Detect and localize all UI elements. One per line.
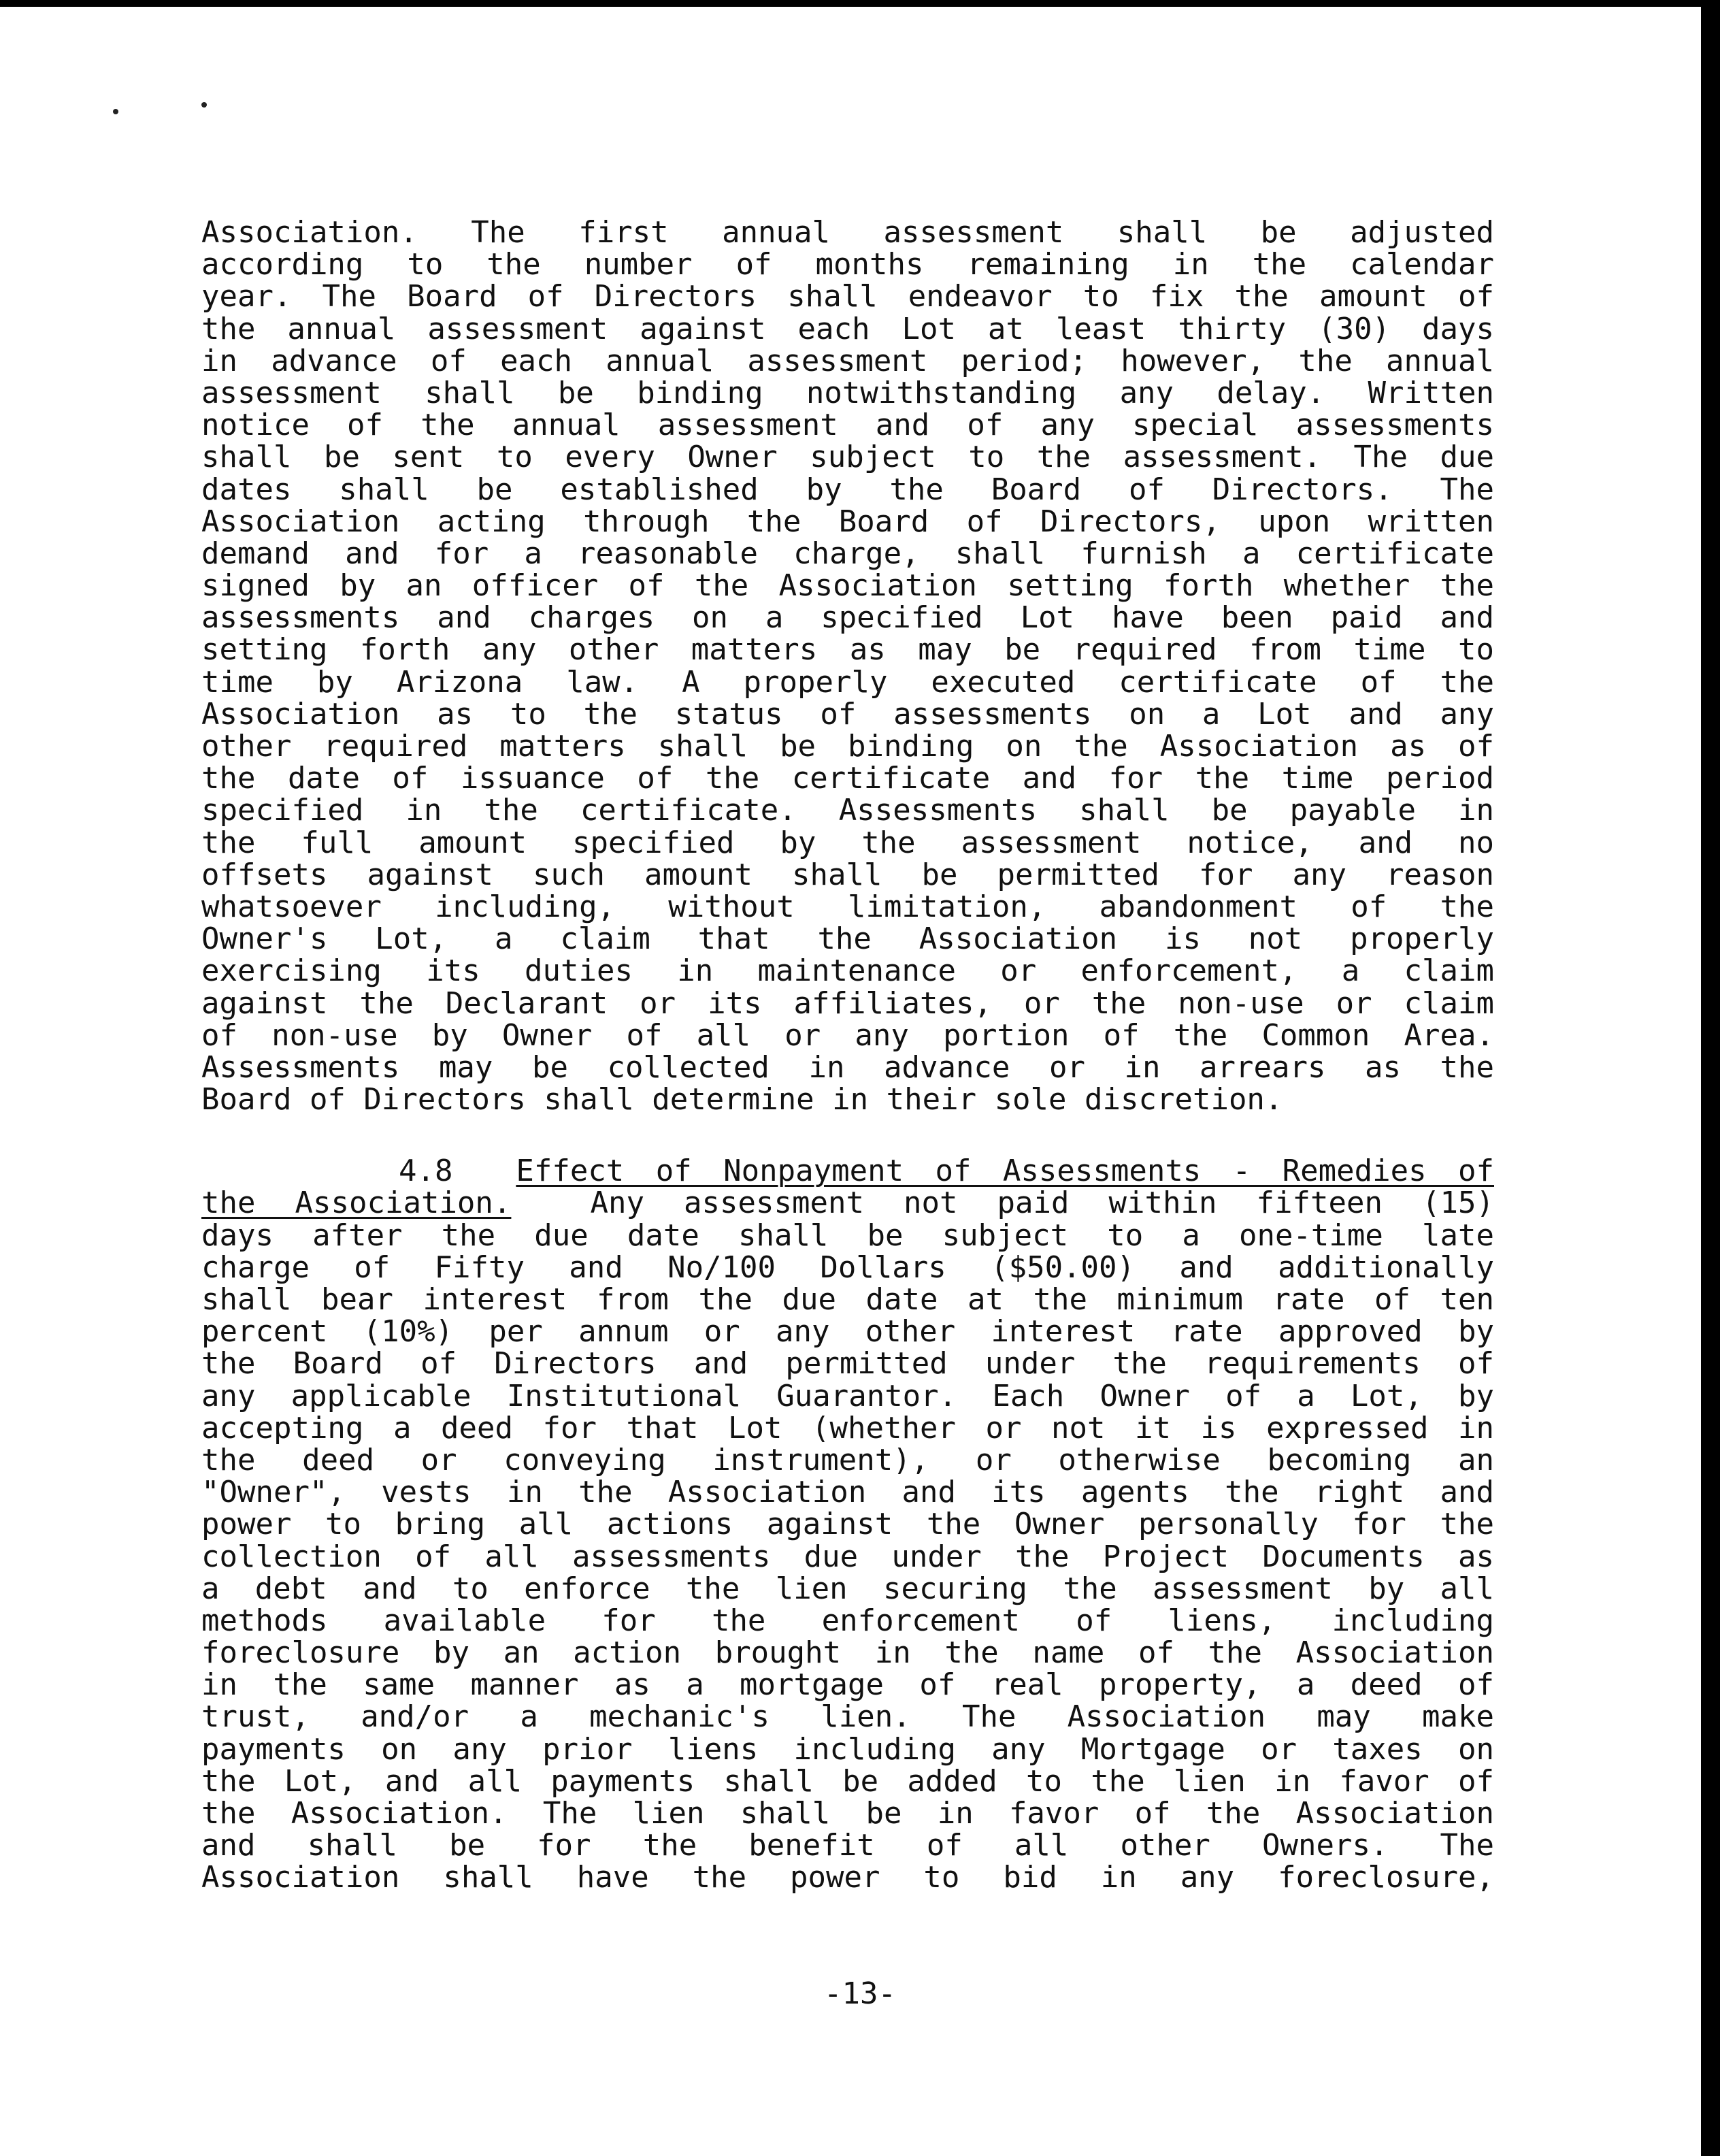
text-line: Owner's Lot, a claim that the Association is not properly [201, 921, 1494, 957]
text-line: methods available for the enforcement of liens, including [201, 1603, 1494, 1638]
scan-edge-right [1701, 0, 1720, 2156]
text-line: shall be sent to every Owner subject to the assessment. The due [201, 440, 1494, 475]
text-line: offsets against such amount shall be permitted for any reason [201, 857, 1494, 892]
text-line: other required matters shall be binding on the Association as of [201, 729, 1494, 764]
text-line: demand and for a reasonable charge, shall furnish a certificate [201, 536, 1494, 571]
text-line: power to bring all actions against the Owner personally for the [201, 1507, 1494, 1542]
text-line: specified in the certificate. Assessments shall be payable in [201, 793, 1494, 828]
text-line: setting forth any other matters as may be required from time to [201, 632, 1494, 668]
scan-speck [201, 102, 207, 108]
text-line: days after the due date shall be subject to a one-time late [201, 1218, 1494, 1253]
paragraph-gap [201, 1115, 1494, 1155]
text-line: charge of Fifty and No/100 Dollars ($50.00) and additionally [201, 1250, 1494, 1285]
text-line: Association. The first annual assessment shall be adjusted [201, 215, 1494, 250]
text-line: year. The Board of Directors shall endeavor to fix the amount of [201, 279, 1494, 314]
text-line: in the same manner as a mortgage of real property, a deed of [201, 1667, 1494, 1703]
text-line: the Lot, and all payments shall be added to the lien in favor of [201, 1763, 1494, 1799]
text-line: "Owner", vests in the Association and its agents the right and [201, 1475, 1494, 1510]
text-line: payments on any prior liens including any Mortgage or taxes on [201, 1731, 1494, 1767]
text-line: time by Arizona law. A properly executed certificate of the [201, 664, 1494, 700]
text-line: in advance of each annual assessment period; however, the annual [201, 343, 1494, 378]
text-line: dates shall be established by the Board of Directors. The [201, 472, 1494, 507]
section-heading-continuation [201, 1187, 1494, 1219]
section-heading: Effect of Nonpayment of Assessments - Remedies of [516, 1154, 1494, 1189]
text-line: the date of issuance of the certificate and for the time period [201, 761, 1494, 796]
text-line: foreclosure by an action brought in the name of the Association [201, 1635, 1494, 1671]
text-line: collection of all assessments due under the Project Documents as [201, 1539, 1494, 1574]
document-body [201, 216, 1494, 1894]
text-line: Association as to the status of assessments on a Lot and any [201, 696, 1494, 732]
text-line: exercising its duties in maintenance or enforcement, a claim [201, 953, 1494, 989]
text-line: the deed or conveying instrument), or otherwise becoming an [201, 1442, 1494, 1477]
text-line: notice of the annual assessment and of any special assessments [201, 408, 1494, 443]
text-line: against the Declarant or its affiliates, or the non-use or claim [201, 985, 1494, 1021]
text-line: Association shall have the power to bid in any foreclosure, [201, 1860, 1494, 1895]
text-line: shall bear interest from the due date at the minimum rate of ten [201, 1282, 1494, 1317]
text-line: a debt and to enforce the lien securing the assessment by all [201, 1571, 1494, 1606]
text-line: Assessments may be collected in advance or in arrears as the [201, 1049, 1494, 1085]
text-line: accepting a deed for that Lot (whether or not it is expressed in [201, 1410, 1494, 1446]
text-line: whatsoever including, without limitation, abandonment of the [201, 889, 1494, 924]
section-heading-line [201, 1155, 1494, 1187]
text-line: signed by an officer of the Association setting forth whether the [201, 568, 1494, 604]
text-line: Board of Directors shall determine in their sole discretion. [201, 1082, 1283, 1117]
text-line: Association acting through the Board of Directors, upon written [201, 504, 1494, 539]
text-line: assessment shall be binding notwithstanding any delay. Written [201, 375, 1494, 410]
page-number: -13- [824, 1976, 896, 2011]
scan-speck [113, 109, 118, 114]
scan-edge-top [0, 0, 1720, 7]
text-line: percent (10%) per annum or any other interest rate approved by [201, 1314, 1494, 1350]
section-heading-end: the Association. [201, 1186, 512, 1221]
text-line: of non-use by Owner of all or any portion of the Common Area. [201, 1017, 1494, 1053]
text-line: the full amount specified by the assessment notice, and no [201, 825, 1494, 860]
section-4-8 [201, 1155, 1494, 1893]
text-line: according to the number of months remaining in the calendar [201, 247, 1494, 282]
text-line: and shall be for the benefit of all other Owners. The [201, 1828, 1494, 1863]
paragraph-annual-assessment [201, 216, 1494, 1115]
text-line: the Board of Directors and permitted under the requirements of [201, 1346, 1494, 1382]
text-line: the Association. The lien shall be in favor of the Association [201, 1796, 1494, 1831]
text-line: trust, and/or a mechanic's lien. The Association may make [201, 1699, 1494, 1735]
text-line: the annual assessment against each Lot at least thirty (30) days [201, 311, 1494, 346]
text-fragment: Any assessment not paid within fifteen (15) [590, 1186, 1494, 1221]
text-line: any applicable Institutional Guarantor. Each Owner of a Lot, by [201, 1378, 1494, 1414]
section-number: 4.8 [399, 1154, 453, 1189]
text-line: assessments and charges on a specified Lot have been paid and [201, 600, 1494, 636]
